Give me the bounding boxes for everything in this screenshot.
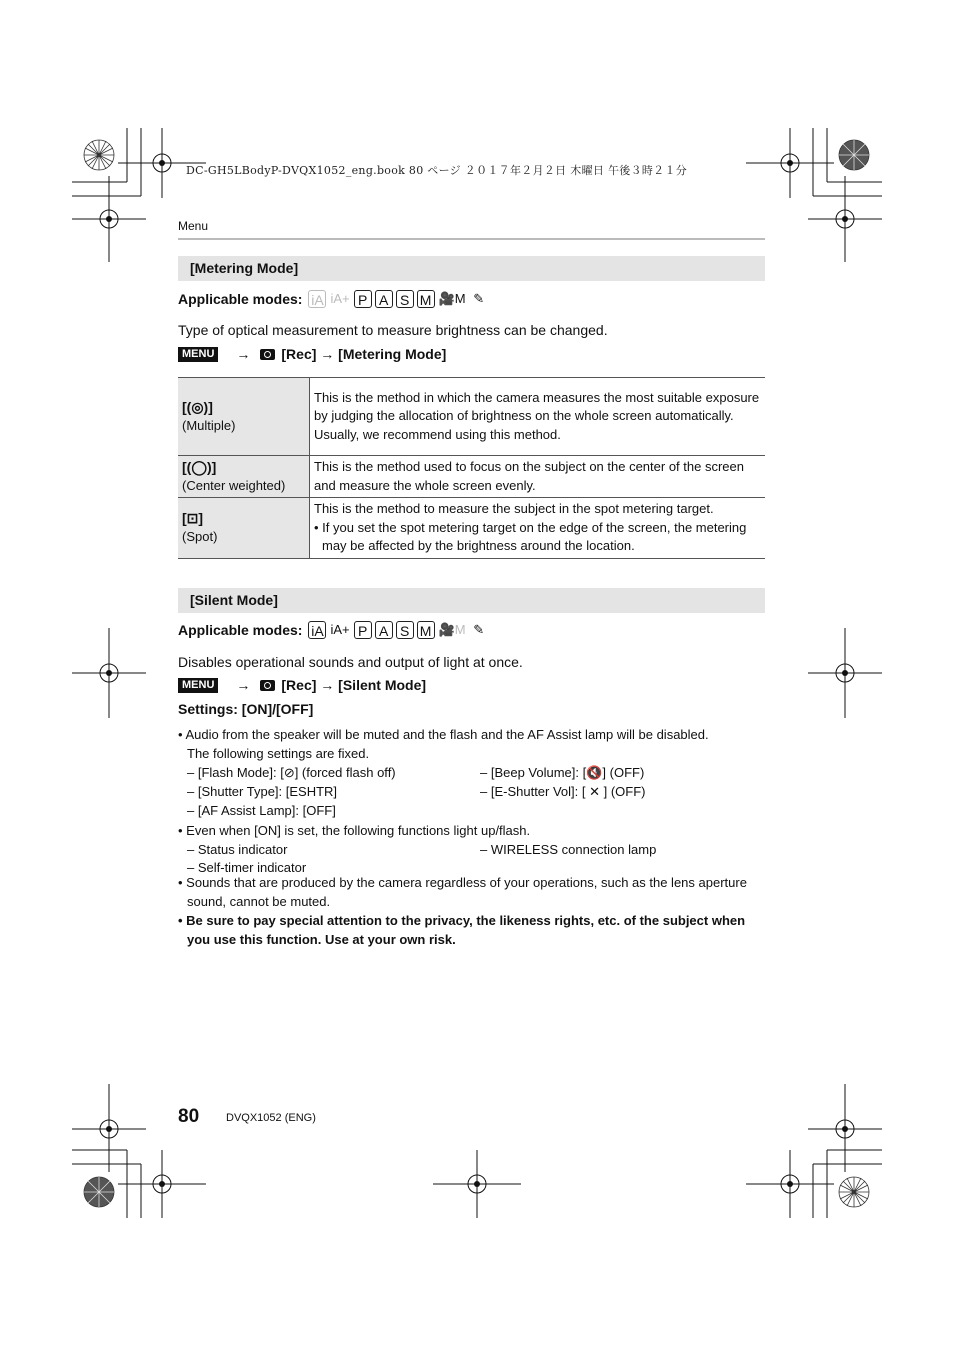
aperture-priority-mode-icon: A bbox=[375, 290, 393, 308]
mode-icon-list bbox=[308, 290, 490, 308]
list-item: – Self-timer indicator bbox=[187, 860, 307, 875]
silent-settings: Settings: [ON]/[OFF] bbox=[178, 701, 314, 717]
header-divider bbox=[178, 238, 765, 240]
shutter-priority-mode-icon: S bbox=[396, 621, 414, 639]
program-ae-mode-icon: P bbox=[354, 290, 372, 308]
bullet-lights: • Even when [ON] is set, the following functions light up/flash. – Status indicator – Self-timer indicator – WIRELESS connection lamp bbox=[178, 821, 758, 876]
option-key bbox=[178, 456, 310, 498]
option-name: (Spot) bbox=[182, 528, 218, 544]
bullet-lens-sounds: • Sounds that are produced by the camera regardless of your operations, such as the lens aperture sound, cannot be muted. bbox=[178, 875, 747, 909]
lights-list bbox=[178, 840, 758, 876]
option-key bbox=[178, 498, 310, 559]
fixed-settings-list bbox=[178, 763, 758, 820]
center-weighted-metering-icon: [(◯)] bbox=[182, 459, 217, 475]
intelligent-auto-mode-icon: iA bbox=[308, 621, 326, 639]
menu-icon: MENU bbox=[178, 678, 218, 693]
option-key bbox=[178, 378, 310, 456]
silent-menu-path bbox=[178, 675, 426, 695]
table-row bbox=[178, 456, 765, 498]
print-header: DC-GH5LBodyP-DVQX1052_eng.book 80 ページ ２０１７年２月２日 木曜日 午後３時２１分 bbox=[186, 164, 688, 177]
arrow-icon: → bbox=[236, 346, 251, 362]
metering-options-table bbox=[178, 377, 765, 559]
metering-applicable-modes bbox=[178, 288, 491, 310]
spot-metering-icon: [⊡] bbox=[182, 510, 204, 527]
menu-path-text: [Rec] → [Metering Mode] bbox=[281, 346, 447, 362]
manual-exposure-mode-icon: M bbox=[417, 621, 435, 639]
list-item: – WIRELESS connection lamp bbox=[480, 842, 657, 857]
option-description: This is the method to measure the subject in the spot metering target. • If you set the spot metering target on the edge of the screen, the metering may be affected by the brightness around the location. bbox=[310, 498, 766, 559]
section-label: Menu bbox=[178, 219, 209, 233]
bullet-mute-audio: • Audio from the speaker will be muted and the flash and the AF Assist lamp will be disabled. The following settings are fixed. – [Flash Mode]: [⊘] (forced flash off) – [Shutter Type]: [ESHTR] – [AF Assist Lamp]: [OFF] – [Beep Volume]: [🔇] (OFF) – [E-Shutter Vol]: [ ✕ ] (OFF) bbox=[178, 725, 758, 820]
metering-mode-heading: [Metering Mode] bbox=[178, 256, 765, 281]
applicable-modes-label: Applicable modes: bbox=[178, 291, 303, 307]
applicable-modes-label: Applicable modes: bbox=[178, 622, 303, 638]
shutter-priority-mode-icon: S bbox=[396, 290, 414, 308]
list-item: – [Flash Mode]: [⊘] (forced flash off) bbox=[187, 765, 396, 780]
custom-mode-icon: ✎ bbox=[473, 291, 485, 306]
table-row bbox=[178, 378, 765, 456]
arrow-icon: → bbox=[236, 677, 251, 693]
option-description: This is the method in which the camera measures the most suitable exposure by judging the allocation of brightness on the whole screen automatically. Usually, we recommend using this method. bbox=[310, 378, 766, 456]
intelligent-auto-mode-icon: iA bbox=[308, 290, 326, 308]
silent-mode-heading: [Silent Mode] bbox=[178, 588, 765, 613]
option-description: This is the method used to focus on the subject on the center of the screen and measure the whole screen evenly. bbox=[310, 456, 766, 498]
intelligent-auto-plus-mode-icon: iA+ bbox=[330, 622, 350, 637]
intelligent-auto-plus-mode-icon: iA+ bbox=[330, 291, 350, 306]
creative-video-mode-icon: 🎥M bbox=[438, 291, 466, 306]
camera-icon bbox=[260, 680, 275, 691]
page-number: 80 bbox=[178, 1106, 200, 1127]
option-name: (Center weighted) bbox=[182, 477, 286, 493]
list-item: – Status indicator bbox=[187, 842, 288, 857]
menu-icon: MENU bbox=[178, 347, 218, 362]
metering-description: Type of optical measurement to measure brightness can be changed. bbox=[178, 322, 608, 338]
list-item: – [Beep Volume]: [🔇] (OFF) bbox=[480, 765, 645, 780]
silent-description: Disables operational sounds and output of light at once. bbox=[178, 654, 523, 670]
document-code: DVQX1052 (ENG) bbox=[226, 1112, 316, 1124]
table-row bbox=[178, 498, 765, 559]
option-name: (Multiple) bbox=[182, 417, 236, 433]
list-item: – [AF Assist Lamp]: [OFF] bbox=[187, 803, 336, 818]
bullet-privacy-warning: • Be sure to pay special attention to the privacy, the likeness rights, etc. of the subject when you use this function. Use at your own risk. bbox=[178, 913, 746, 947]
manual-exposure-mode-icon: M bbox=[417, 290, 435, 308]
aperture-priority-mode-icon: A bbox=[375, 621, 393, 639]
multiple-metering-icon: [(◎)] bbox=[182, 399, 213, 415]
metering-menu-path bbox=[178, 344, 446, 364]
program-ae-mode-icon: P bbox=[354, 621, 372, 639]
menu-path-text: [Rec] → [Silent Mode] bbox=[281, 677, 427, 693]
custom-mode-icon: ✎ bbox=[473, 622, 485, 637]
list-item: – [E-Shutter Vol]: [ ✕ ] (OFF) bbox=[480, 784, 646, 799]
camera-icon bbox=[260, 349, 275, 360]
creative-video-mode-icon: 🎥M bbox=[438, 622, 466, 637]
silent-applicable-modes bbox=[178, 619, 491, 641]
mode-icon-list bbox=[308, 621, 490, 639]
list-item: – [Shutter Type]: [ESHTR] bbox=[187, 784, 338, 799]
